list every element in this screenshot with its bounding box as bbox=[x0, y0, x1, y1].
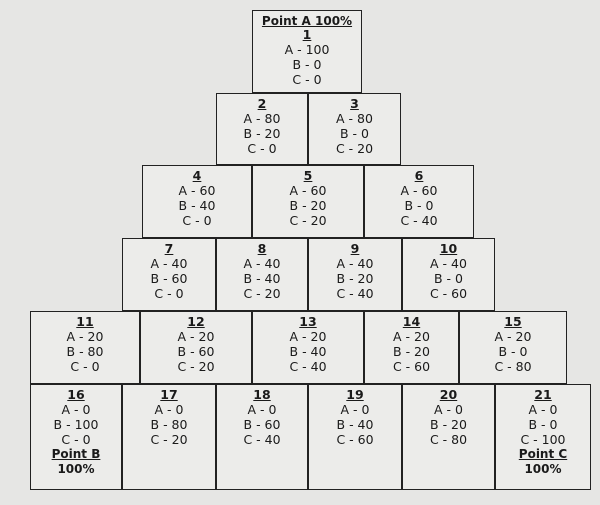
value-c: C - 20 bbox=[335, 141, 374, 156]
value-a: A - 40 bbox=[243, 256, 281, 271]
value-b: B - 0 bbox=[404, 198, 434, 213]
value-a: A - 60 bbox=[289, 183, 327, 198]
value-c: C - 20 bbox=[243, 286, 281, 301]
value-b: B - 40 bbox=[336, 417, 374, 432]
value-b: B - 20 bbox=[393, 344, 430, 359]
value-c: C - 20 bbox=[177, 359, 215, 374]
cell-number: 16 bbox=[67, 387, 85, 402]
mixture-cell-5 bbox=[252, 165, 364, 238]
value-b: B - 40 bbox=[289, 344, 327, 359]
mixture-cell-2 bbox=[216, 93, 308, 165]
mixture-cell-7 bbox=[122, 238, 216, 311]
value-c: C - 0 bbox=[247, 141, 277, 156]
value-a: A - 20 bbox=[289, 329, 327, 344]
value-a: A - 0 bbox=[154, 402, 184, 417]
value-a: A - 40 bbox=[336, 256, 374, 271]
value-c: C - 40 bbox=[400, 213, 438, 228]
value-a: A - 0 bbox=[61, 402, 91, 417]
value-c: C - 80 bbox=[494, 359, 532, 374]
point-a-label: Point A 100% bbox=[261, 14, 353, 28]
cell-number: 15 bbox=[504, 314, 522, 329]
mixture-cell-17 bbox=[122, 384, 216, 490]
value-a: A - 80 bbox=[336, 111, 373, 126]
value-b: B - 0 bbox=[498, 344, 528, 359]
value-c: C - 60 bbox=[392, 359, 431, 374]
value-a: A - 20 bbox=[66, 329, 104, 344]
cell-number: 8 bbox=[257, 241, 267, 256]
cell-number: 12 bbox=[187, 314, 205, 329]
value-c: C - 40 bbox=[289, 359, 327, 374]
value-a: A - 60 bbox=[400, 183, 438, 198]
value-c: C - 0 bbox=[182, 213, 212, 228]
mixture-cell-20 bbox=[402, 384, 495, 490]
mixture-cell-18 bbox=[216, 384, 308, 490]
cell-number: 1 bbox=[302, 27, 312, 42]
mixture-cell-11 bbox=[30, 311, 140, 384]
mixture-cell-4 bbox=[142, 165, 252, 238]
cell-number: 6 bbox=[414, 168, 424, 183]
value-a: A - 20 bbox=[393, 329, 430, 344]
value-b: B - 0 bbox=[292, 57, 322, 72]
value-a: A - 60 bbox=[178, 183, 216, 198]
value-b: B - 20 bbox=[243, 126, 281, 141]
value-b: B - 0 bbox=[340, 126, 369, 141]
cell-number: 10 bbox=[439, 241, 458, 256]
cell-number: 13 bbox=[299, 314, 317, 329]
value-b: B - 100 bbox=[53, 417, 99, 432]
cell-number: 20 bbox=[439, 387, 458, 402]
value-a: A - 40 bbox=[150, 256, 188, 271]
cell-number: 18 bbox=[253, 387, 271, 402]
mixture-cell-8 bbox=[216, 238, 308, 311]
cell-number: 9 bbox=[350, 241, 360, 256]
cell-number: 21 bbox=[534, 387, 552, 402]
value-c: C - 60 bbox=[336, 432, 374, 447]
mixture-cell-6 bbox=[364, 165, 474, 238]
cell-number: 17 bbox=[160, 387, 178, 402]
value-c: C - 0 bbox=[154, 286, 184, 301]
value-b: B - 40 bbox=[178, 198, 216, 213]
cell-number: 11 bbox=[76, 314, 94, 329]
value-b: B - 0 bbox=[528, 417, 558, 432]
value-a: A - 0 bbox=[247, 402, 277, 417]
mixture-cell-15 bbox=[459, 311, 567, 384]
mixture-cell-12 bbox=[140, 311, 252, 384]
cell-number: 4 bbox=[192, 168, 202, 183]
value-b: B - 0 bbox=[434, 271, 463, 286]
cell-number: 2 bbox=[257, 96, 267, 111]
mixture-cell-16 bbox=[30, 384, 122, 490]
value-c: C - 0 bbox=[292, 72, 322, 87]
mixture-cell-1 bbox=[252, 10, 362, 93]
value-c: C - 40 bbox=[243, 432, 281, 447]
value-c: C - 60 bbox=[429, 286, 468, 301]
point-label: Point B bbox=[51, 447, 101, 461]
mixture-cell-14 bbox=[364, 311, 459, 384]
value-a: A - 80 bbox=[243, 111, 281, 126]
value-c: C - 80 bbox=[429, 432, 468, 447]
value-a: A - 0 bbox=[434, 402, 463, 417]
value-b: B - 80 bbox=[66, 344, 104, 359]
mixture-cell-3 bbox=[308, 93, 401, 165]
value-a: A - 0 bbox=[528, 402, 558, 417]
value-c: C - 0 bbox=[70, 359, 100, 374]
point-label: Point C bbox=[518, 447, 568, 461]
point-percent: 100% bbox=[57, 462, 95, 476]
point-percent: 100% bbox=[524, 462, 562, 476]
value-b: B - 60 bbox=[177, 344, 215, 359]
value-b: B - 40 bbox=[243, 271, 281, 286]
mixture-cell-13 bbox=[252, 311, 364, 384]
value-b: B - 60 bbox=[150, 271, 188, 286]
value-a: A - 40 bbox=[430, 256, 467, 271]
value-c: C - 0 bbox=[61, 432, 91, 447]
mixture-cell-21 bbox=[495, 384, 591, 490]
cell-number: 14 bbox=[402, 314, 421, 329]
value-b: B - 20 bbox=[430, 417, 467, 432]
mixture-cell-10 bbox=[402, 238, 495, 311]
mixture-cell-19 bbox=[308, 384, 402, 490]
value-b: B - 60 bbox=[243, 417, 281, 432]
value-a: A - 100 bbox=[284, 42, 330, 57]
value-c: C - 100 bbox=[520, 432, 566, 447]
cell-number: 5 bbox=[303, 168, 313, 183]
cell-number: 19 bbox=[346, 387, 364, 402]
value-c: C - 20 bbox=[289, 213, 327, 228]
cell-number: 3 bbox=[350, 96, 359, 111]
mixture-cell-9 bbox=[308, 238, 402, 311]
cell-number: 7 bbox=[164, 241, 174, 256]
value-c: C - 40 bbox=[336, 286, 374, 301]
value-b: B - 20 bbox=[289, 198, 327, 213]
value-b: B - 80 bbox=[150, 417, 188, 432]
value-c: C - 20 bbox=[150, 432, 188, 447]
value-a: A - 0 bbox=[340, 402, 370, 417]
value-a: A - 20 bbox=[494, 329, 532, 344]
value-a: A - 20 bbox=[177, 329, 215, 344]
value-b: B - 20 bbox=[336, 271, 374, 286]
